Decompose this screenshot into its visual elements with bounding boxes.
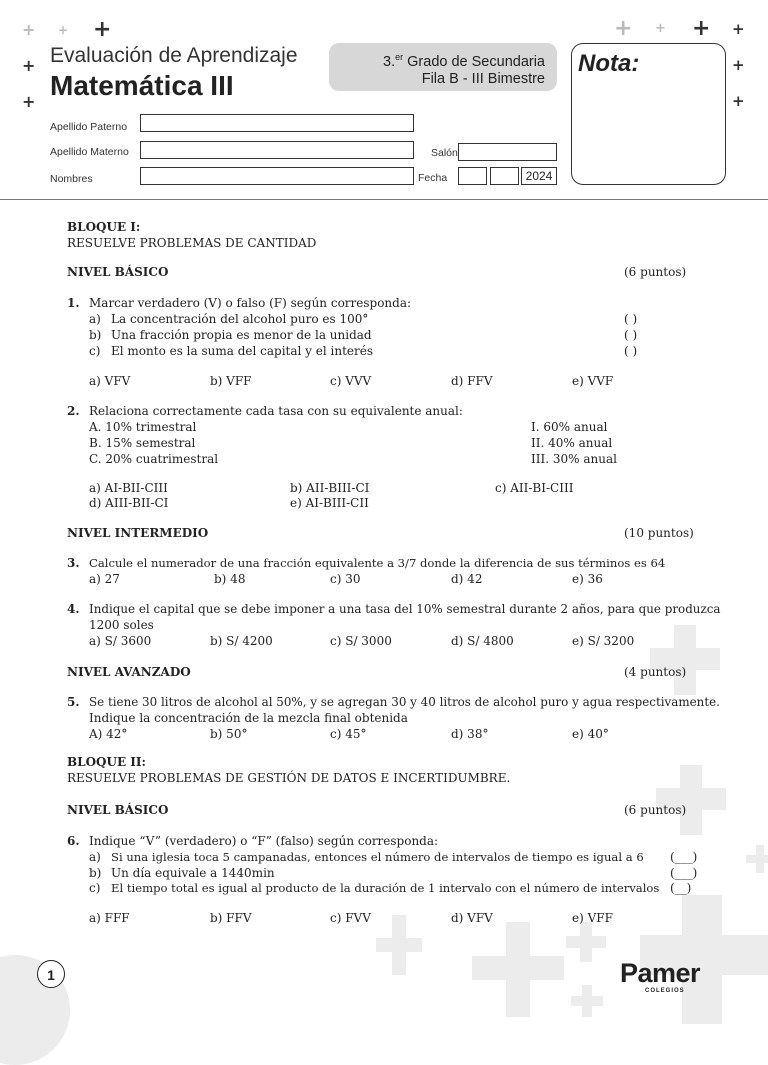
fecha-year-field[interactable]: 2024: [521, 167, 557, 185]
option-b[interactable]: b) 50°: [210, 727, 248, 741]
option-e[interactable]: e) 36: [572, 572, 603, 586]
option-b[interactable]: b) AII-BIII-CI: [290, 481, 370, 495]
item-text: El monto es la suma del capital y el interés: [111, 344, 374, 358]
match-left-item: C. 20% cuatrimestral: [89, 452, 219, 466]
question-text: Indique el capital que se debe imponer a una tasa del 10% semestral durante 2 años, para que produzca: [89, 602, 721, 616]
question-number: 5.: [67, 695, 80, 709]
apellido-paterno-field[interactable]: [140, 114, 414, 132]
option-c[interactable]: c) 45°: [330, 727, 367, 741]
answer-blank[interactable]: ( ): [624, 344, 638, 358]
salon-field[interactable]: [458, 143, 557, 161]
grade-text: Grado de Secundaria: [403, 53, 545, 70]
item-letter: b): [89, 866, 102, 880]
nombres-field[interactable]: [140, 167, 414, 185]
nivel-basico-points: (6 puntos): [624, 265, 687, 279]
grade-superscript: er: [395, 52, 404, 62]
apellido-paterno-label: Apellido Paterno: [50, 121, 128, 133]
plus-icon: +: [732, 92, 745, 110]
nivel-avanzado-heading: NIVEL AVANZADO: [67, 665, 191, 679]
fecha-day-field[interactable]: [458, 167, 487, 185]
option-b[interactable]: b) S/ 4200: [210, 634, 273, 648]
grade-box: [329, 43, 557, 91]
page-number: 1: [37, 960, 65, 988]
plus-icon: +: [58, 23, 69, 37]
option-a[interactable]: a) 27: [89, 572, 120, 586]
option-e[interactable]: e) VFF: [572, 911, 613, 925]
match-right-item: II. 40% anual: [531, 436, 613, 450]
option-b[interactable]: b) 48: [214, 572, 246, 586]
evaluation-title: Evaluación de Aprendizaje: [50, 44, 298, 67]
item-text: Si una iglesia toca 5 campanadas, entonces el número de intervalos de tiempo es igual a 6: [111, 850, 644, 864]
question-text-continued: 1200 soles: [89, 618, 154, 632]
nivel-basico-heading: NIVEL BÁSICO: [67, 265, 169, 279]
option-b[interactable]: b) VFF: [210, 374, 252, 388]
match-right-item: III. 30% anual: [531, 452, 617, 466]
question-text: Relaciona correctamente cada tasa con su equivalente anual:: [89, 404, 463, 418]
header-divider: [0, 199, 768, 200]
match-left-item: B. 15% semestral: [89, 436, 196, 450]
option-d[interactable]: d) FFV: [451, 374, 493, 388]
grade-number: 3.: [383, 53, 396, 70]
option-c[interactable]: c) FVV: [330, 911, 371, 925]
nivel-avanzado-points: (4 puntos): [624, 665, 687, 679]
salon-label: Salón: [431, 147, 458, 159]
option-d[interactable]: d) 38°: [451, 727, 489, 741]
answer-blank[interactable]: ( ): [624, 312, 638, 326]
fecha-label: Fecha: [418, 172, 448, 184]
option-e[interactable]: e) AI-BIII-CII: [290, 496, 369, 510]
option-a[interactable]: a) AI-BII-CIII: [89, 481, 168, 495]
item-letter: a): [89, 312, 101, 326]
bloque1-subtitle: RESUELVE PROBLEMAS DE CANTIDAD: [67, 236, 317, 250]
question-number: 4.: [67, 602, 80, 616]
item-text: Una fracción propia es menor de la unidad: [111, 328, 372, 342]
question-text: Se tiene 30 litros de alcohol al 50%, y se agregan 30 y 40 litros de alcohol puro y agua respectivamente.: [89, 695, 720, 709]
nivel-basico-points: (6 puntos): [624, 803, 687, 817]
fecha-month-field[interactable]: [490, 167, 519, 185]
option-a[interactable]: a) S/ 3600: [89, 634, 152, 648]
bloque2-title: BLOQUE II:: [67, 755, 146, 769]
nivel-basico-heading: NIVEL BÁSICO: [67, 803, 169, 817]
match-left-item: A. 10% trimestral: [89, 420, 197, 434]
question-text: Marcar verdadero (V) o falso (F) según corresponda:: [89, 296, 412, 310]
question-number: 3.: [67, 556, 80, 570]
question-number: 2.: [67, 404, 80, 418]
question-text-continued: Indique la concentración de la mezcla final obtenida: [89, 711, 408, 725]
answer-blank[interactable]: (__): [670, 881, 692, 895]
plus-icon: +: [22, 56, 36, 75]
option-e[interactable]: e) VVF: [572, 374, 614, 388]
plus-icon: +: [614, 16, 633, 41]
question-text: Indique “V” (verdadero) o “F” (falso) según corresponda:: [89, 834, 439, 848]
pamer-logo-subtitle: COLEGIOS: [645, 988, 685, 994]
option-d[interactable]: d) AIII-BII-CI: [89, 496, 169, 510]
nivel-intermedio-points: (10 puntos): [624, 526, 694, 540]
apellido-materno-label: Apellido Materno: [50, 146, 129, 158]
answer-blank[interactable]: (___): [670, 850, 698, 864]
option-d[interactable]: d) VFV: [451, 911, 493, 925]
answer-blank[interactable]: ( ): [624, 328, 638, 342]
option-e[interactable]: e) S/ 3200: [572, 634, 635, 648]
option-c[interactable]: c) VVV: [330, 374, 372, 388]
option-a[interactable]: a) VFV: [89, 374, 131, 388]
course-title: Matemática III: [50, 70, 234, 101]
option-e[interactable]: e) 40°: [572, 727, 609, 741]
option-b[interactable]: b) FFV: [210, 911, 252, 925]
pamer-logo: Pamer: [620, 958, 701, 988]
plus-icon: +: [732, 56, 745, 74]
plus-icon: +: [93, 17, 112, 42]
option-c[interactable]: c) AII-BI-CIII: [495, 481, 574, 495]
plus-icon: +: [692, 16, 711, 41]
question-number: 6.: [67, 834, 80, 848]
nota-label: Nota:: [578, 50, 640, 77]
item-letter: c): [89, 881, 101, 895]
item-letter: c): [89, 344, 101, 358]
apellido-materno-field[interactable]: [140, 141, 414, 159]
plus-icon: +: [732, 20, 745, 38]
option-a[interactable]: A) 42°: [89, 727, 128, 741]
nivel-intermedio-heading: NIVEL INTERMEDIO: [67, 526, 209, 540]
item-letter: a): [89, 850, 101, 864]
match-right-item: I. 60% anual: [531, 420, 608, 434]
option-c[interactable]: c) 30: [330, 572, 361, 586]
plus-icon: +: [655, 21, 666, 36]
answer-blank[interactable]: (___): [670, 866, 698, 880]
nombres-label: Nombres: [50, 173, 93, 185]
option-a[interactable]: a) FFF: [89, 911, 130, 925]
item-text: El tiempo total es igual al producto de la duración de 1 intervalo con el número de intervalos: [111, 881, 660, 895]
row-info: Fila B - III Bimestre: [421, 70, 545, 87]
option-d[interactable]: d) 42: [451, 572, 483, 586]
option-d[interactable]: d) S/ 4800: [451, 634, 514, 648]
plus-icon: +: [22, 20, 36, 39]
item-text: La concentración del alcohol puro es 100°: [111, 312, 369, 326]
bloque1-title: BLOQUE I:: [67, 220, 141, 234]
item-text: Un día equivale a 1440min: [111, 866, 275, 880]
question-text: Calcule el numerador de una fracción equivalente a 3/7 donde la diferencia de sus términos es 64: [89, 556, 666, 570]
option-c[interactable]: c) S/ 3000: [330, 634, 392, 648]
item-letter: b): [89, 328, 102, 342]
plus-icon: +: [22, 92, 36, 111]
bloque2-subtitle: RESUELVE PROBLEMAS DE GESTIÓN DE DATOS E INCERTIDUMBRE.: [67, 771, 511, 785]
question-number: 1.: [67, 296, 80, 310]
